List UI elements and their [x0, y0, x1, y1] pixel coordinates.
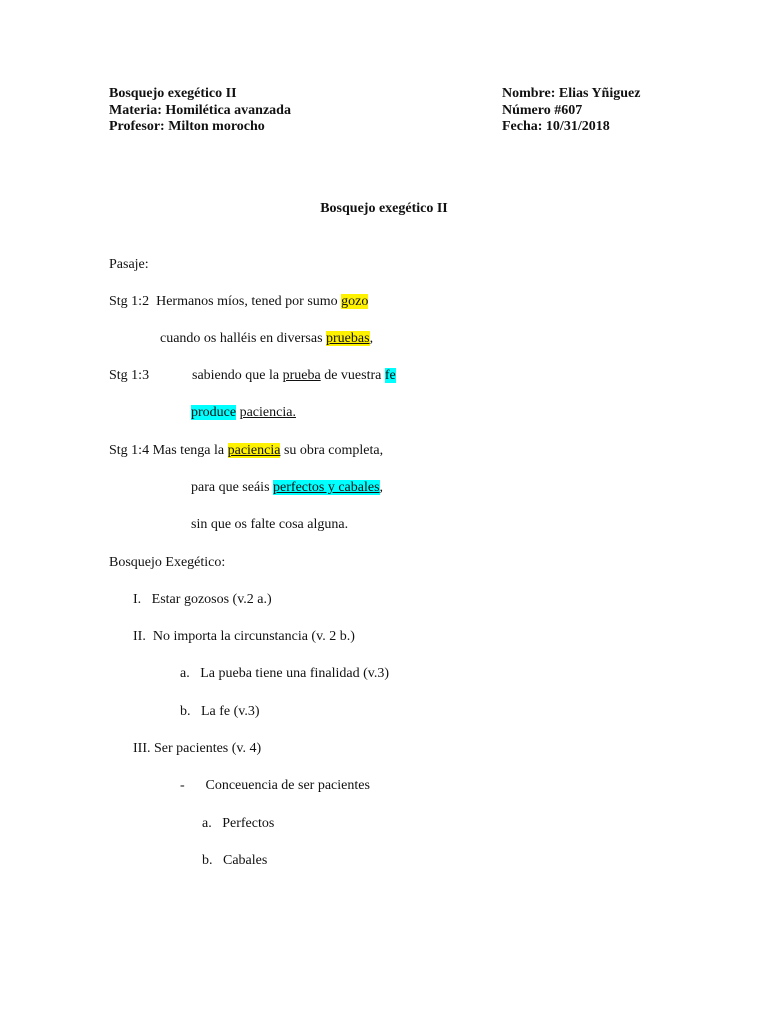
punctuation: , [379, 480, 384, 495]
verse-ref-1-3: Stg 1:3 [109, 368, 150, 383]
verse-text: cuando os halléis en diversas [160, 331, 323, 346]
outline-item-III [133, 741, 261, 757]
assignment-title: Bosquejo exegético II [109, 86, 237, 101]
outline-item-II [133, 629, 355, 645]
verse-ref: Stg 1:4 Mas tenga la [109, 443, 225, 458]
verse-ref: Stg 1:2 [109, 294, 150, 309]
outline-text: Conceuencia de ser pacientes [205, 778, 370, 793]
verse-text: para que seáis [191, 480, 270, 495]
outline-item-II-b [180, 704, 260, 720]
underline-paciencia: paciencia. [239, 405, 296, 420]
highlight-perfectos-cabales: perfectos y cabales [273, 480, 380, 495]
outline-marker: - [180, 778, 185, 793]
professor-label: Profesor: Milton morocho [109, 119, 265, 134]
verse-text: Hermanos míos, tened por sumo [156, 294, 338, 309]
highlight-paciencia: paciencia [227, 443, 281, 458]
highlight-produce: produce [191, 405, 237, 420]
subject-label: Materia: Homilética avanzada [109, 103, 291, 118]
passage-heading: Pasaje: [109, 257, 149, 272]
outline-marker: I. [133, 592, 142, 607]
outline-text: Estar gozosos (v.2 a.) [151, 592, 272, 607]
outline-marker: III. [133, 741, 151, 756]
verse-1-4-end: sin que os falte cosa alguna. [191, 517, 349, 532]
outline-text: La pueba tiene una finalidad (v.3) [200, 666, 390, 681]
outline-text: Perfectos [222, 816, 275, 831]
outline-text: La fe (v.3) [201, 704, 260, 719]
student-number: Número #607 [502, 103, 583, 118]
verse-text: sabiendo que la [192, 368, 280, 383]
outline-marker: a. [202, 816, 212, 831]
verse-1-4 [109, 443, 383, 459]
verse-text: su obra completa, [283, 443, 384, 458]
verse-1-4-cont [191, 480, 383, 496]
verse-1-3-cont [191, 405, 296, 421]
verse-1-2-cont [160, 331, 373, 347]
outline-text: No importa la circunstancia (v. 2 b.) [152, 629, 355, 644]
outline-item-II-a [180, 666, 389, 682]
outline-item-I [133, 592, 272, 608]
verse-1-2 [109, 294, 368, 310]
outline-marker: b. [180, 704, 191, 719]
outline-text: Cabales [223, 853, 268, 868]
document-title: Bosquejo exegético II [320, 201, 448, 216]
outline-text: Ser pacientes (v. 4) [154, 741, 262, 756]
highlight-fe: fe [384, 368, 396, 383]
highlight-pruebas: pruebas [326, 331, 370, 346]
outline-marker: b. [202, 853, 213, 868]
punctuation: , [369, 331, 374, 346]
highlight-gozo: gozo [341, 294, 369, 309]
outline-heading: Bosquejo Exegético: [109, 555, 226, 570]
outline-item-dash [180, 778, 370, 794]
date-label: Fecha: 10/31/2018 [502, 119, 610, 134]
underline-prueba: prueba [282, 368, 321, 383]
outline-item-III-a [202, 816, 274, 832]
verse-text: de vuestra [324, 368, 382, 383]
outline-marker: a. [180, 666, 190, 681]
verse-1-3 [192, 368, 396, 384]
outline-item-III-b [202, 853, 267, 869]
outline-marker: II. [133, 629, 146, 644]
student-name: Nombre: Elias Yñiguez [502, 86, 641, 101]
